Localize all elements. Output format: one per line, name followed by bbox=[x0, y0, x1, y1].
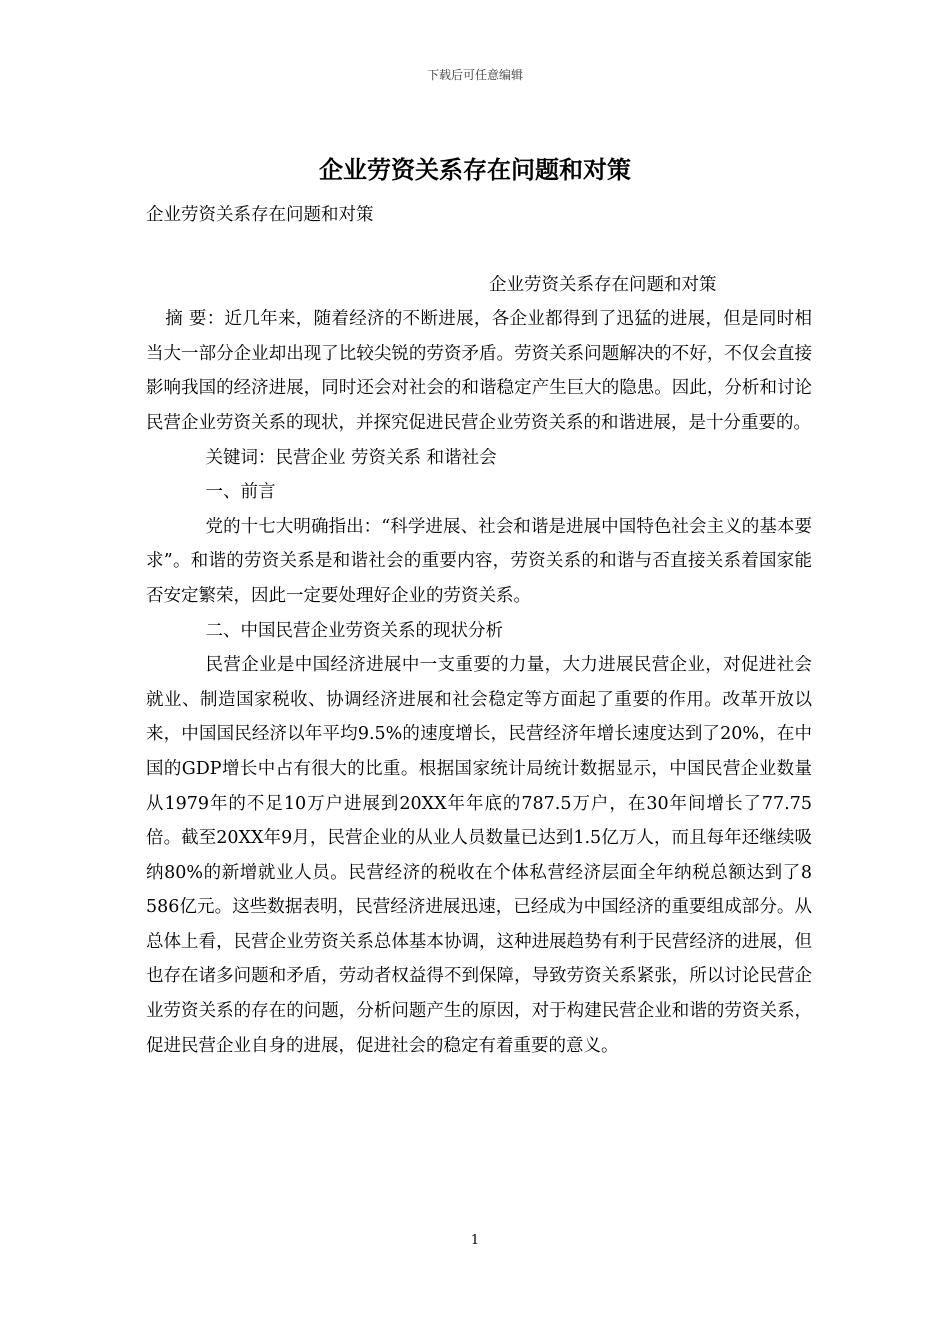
document-subtitle: 企业劳资关系存在问题和对策 bbox=[146, 205, 374, 225]
section-heading-status: 二、中国民营企业劳资关系的现状分析 bbox=[205, 620, 503, 641]
document-body bbox=[146, 198, 812, 1063]
inner-title: 企业劳资关系存在问题和对策 bbox=[489, 274, 717, 295]
status-paragraph: 民营企业是中国经济进展中一支重要的力量，大力进展民营企业，对促进社会就业、制造国家税收、协调经济进展和社会稳定等方面起了重要的作用。改革开放以来，中国国民经济以年平均9.5%的速度增长，民营经济年增长速度达到了20%，在中国的GDP增长中占有很大的比重。根据国家统计局统计数据显示，中国民营企业数量从1979年的不足10万户进展到20XX年年底的787.5万户，在30年间增长了77.75倍。截至20XX年9月，民营企业的从业人员数量已达到1.5亿万人，而且每年还继续吸纳80%的新增就业人员。民营经济的税收在个体私营经济层面全年纳税总额达到了8 586亿元。这些数据表明，民营经济进展迅速，已经成为中国经济的重要组成部分。从总体上看，民营企业劳资关系总体基本协调，这种进展趋势有利于民营经济的进展，但也存在诸多问题和矛盾，劳动者权益得不到保障，导致劳资关系紧张，所以讨论民营企业劳资关系的存在的问题，分析问题产生的原因，对于构建民营企业和谐的劳资关系，促进民营企业自身的进展，促进社会的稳定有着重要的意义。 bbox=[146, 655, 812, 1056]
document-title: 企业劳资关系存在问题和对策 bbox=[319, 155, 631, 184]
section-heading-preface: 一、前言 bbox=[205, 482, 276, 503]
blank-line bbox=[146, 233, 812, 268]
abstract-paragraph: 摘 要：近几年来，随着经济的不断进展，各企业都得到了迅猛的进展，但是同时相当大一部分企业却出现了比较尖锐的劳资矛盾。劳资关系问题解决的不好，不仅会直接影响我国的经济进展，同时还会对社会的和谐稳定产生巨大的隐患。因此，分析和讨论民营企业劳资关系的现状，并探究促进民营企业劳资关系的和谐进展，是十分重要的。 bbox=[146, 309, 812, 433]
page-number: 1 bbox=[470, 1233, 480, 1248]
header-note: 下载后可任意编辑 bbox=[426, 68, 523, 82]
keywords-line: 关键词：民营企业 劳资关系 和谐社会 bbox=[205, 447, 497, 468]
preface-paragraph: 党的十七大明确指出：“科学进展、社会和谐是进展中国特色社会主义的基本要求”。和谐的劳资关系是和谐社会的重要内容，劳资关系的和谐与否直接关系着国家能否安定繁荣，因此一定要处理好企业的劳资关系。 bbox=[146, 516, 812, 606]
